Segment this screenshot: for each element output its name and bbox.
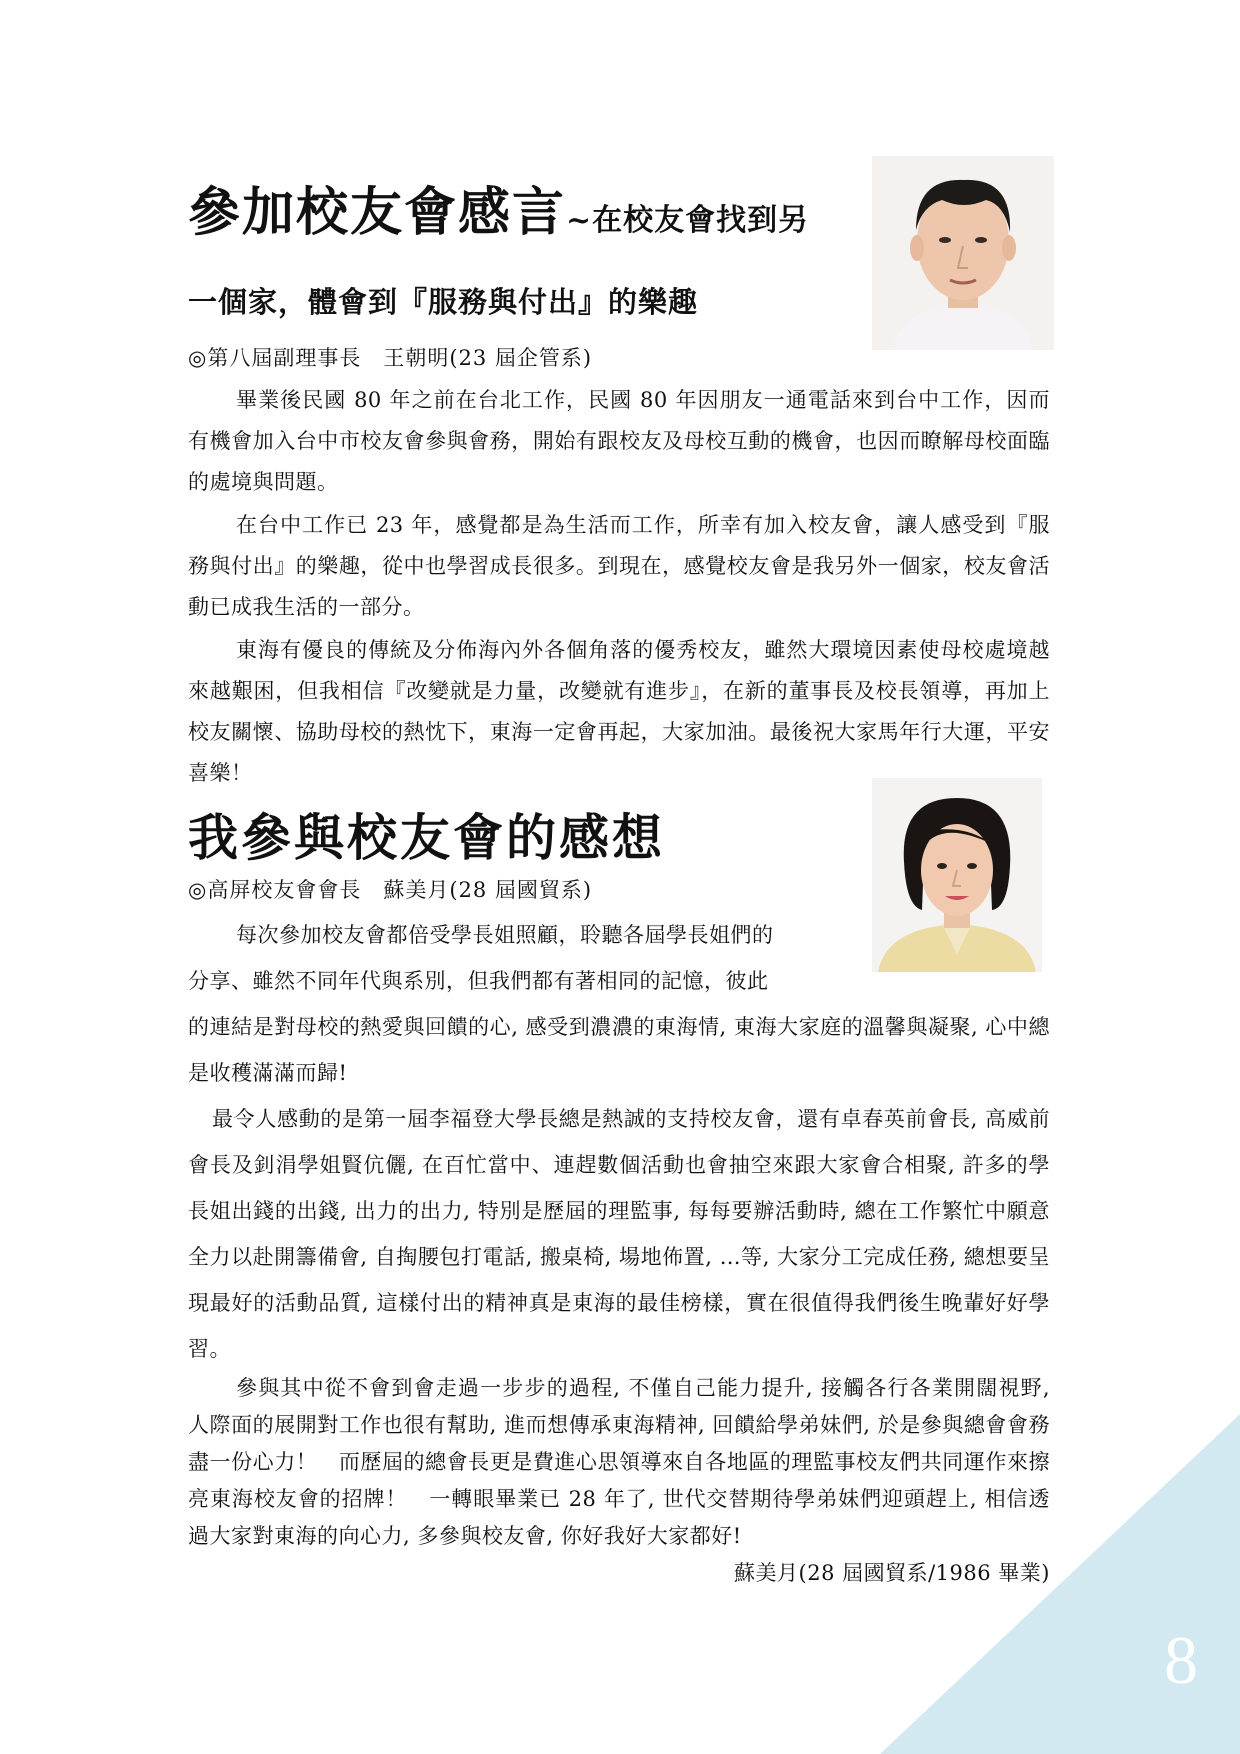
article1-title [188, 170, 809, 245]
article2-paragraph-1-line-1: 每次參加校友會都倍受學長姐照顧，聆聽各屆學長姐們的 [236, 923, 774, 947]
article2-paragraph-3 [188, 1370, 1050, 1592]
article1-title-line2: 一個家，體會到『服務與付出』的樂趣 [188, 285, 699, 319]
author2-photo [872, 778, 1042, 972]
author1-photo [872, 156, 1054, 350]
article2-signature: 蘇美月(28 屆國貿系/1986 畢業) [734, 1561, 1050, 1585]
article1-byline: ◎第八屆副理事長 王朝明(23 屆企管系) [188, 346, 593, 370]
article1-title-main: 參加校友會感言 [188, 182, 567, 243]
article1-paragraph-2: 在台中工作已 23 年，感覺都是為生活而工作，所幸有加入校友會，讓人感受到『服務與付出』的樂趣，從中也學習成長很多。到現在，感覺校友會是我另外一個家，校友會活動已成我生活的一部分。 [188, 513, 1050, 619]
article2-title: 我參與校友會的感想 [188, 808, 665, 867]
article2-paragraph-2: 最令人感動的是第一屆李福登大學長總是熱誠的支持校友會，還有卓春英前會長, 高威前會長及釗涓學姐賢伉儷, 在百忙當中、連趕數個活動也會抽空來跟大家會合相聚, 許多的學長姐出錢的出錢, 出力的出力, 特別是歷屆的理監事, 每每要辦活動時, 總在工作繁忙中願意全力以赴開籌備會, 自掏腰包打電話, 搬桌椅, 場地佈置, …等, 大家分工完成任務, 總想要呈現最好的活動品質, 這樣付出的精神真是東海的最佳榜樣，實在很值得我們後生晚輩好好學習。 [188, 1107, 1050, 1361]
page-number: 8 [1164, 1622, 1198, 1698]
article2-byline: ◎高屏校友會會長 蘇美月(28 屆國貿系) [188, 878, 593, 902]
article2-paragraph-1-line-2: 分享、雖然不同年代與系別，但我們都有著相同的記憶，彼此 [188, 969, 769, 993]
article2-paragraph-3-text: 參與其中從不會到會走過一步步的過程, 不僅自己能力提升, 接觸各行各業開闊視野, 人際面的展開對工作也很有幫助, 進而想傳承東海精神, 回饋給學弟妹們, 於是參與總會會務盡一份心力！ 而歷屆的總會長更是費進心思領導來自各地區的理監事校友們共同運作來擦亮東海校友會的招牌！ 一轉眼畢業已 28 年了, 世代交替期待學弟妹們迎頭趕上, 相信透過大家對東海的向心力, 多參與校友會, 你好我好大家都好! [188, 1376, 1050, 1548]
article1-paragraph-1: 畢業後民國 80 年之前在台北工作，民國 80 年因朋友一通電話來到台中工作，因而有機會加入台中市校友會參與會務，開始有跟校友及母校互動的機會，也因而瞭解母校面臨的處境與問題。 [188, 388, 1050, 494]
article2-paragraph-1-rest: 的連結是對母校的熱愛與回饋的心, 感受到濃濃的東海情, 東海大家庭的溫馨與凝聚, 心中總是收穫滿滿而歸! [188, 1015, 1050, 1085]
article1-title-sub: ~在校友會找到另 [566, 203, 810, 238]
article1-paragraph-3: 東海有優良的傳統及分佈海內外各個角落的優秀校友，雖然大環境因素使母校處境越來越艱困，但我相信『改變就是力量，改變就有進步』，在新的董事長及校長領導，再加上校友關懷、協助母校的熱忱下，東海一定會再起，大家加油。最後祝大家馬年行大運，平安喜樂！ [188, 638, 1050, 785]
